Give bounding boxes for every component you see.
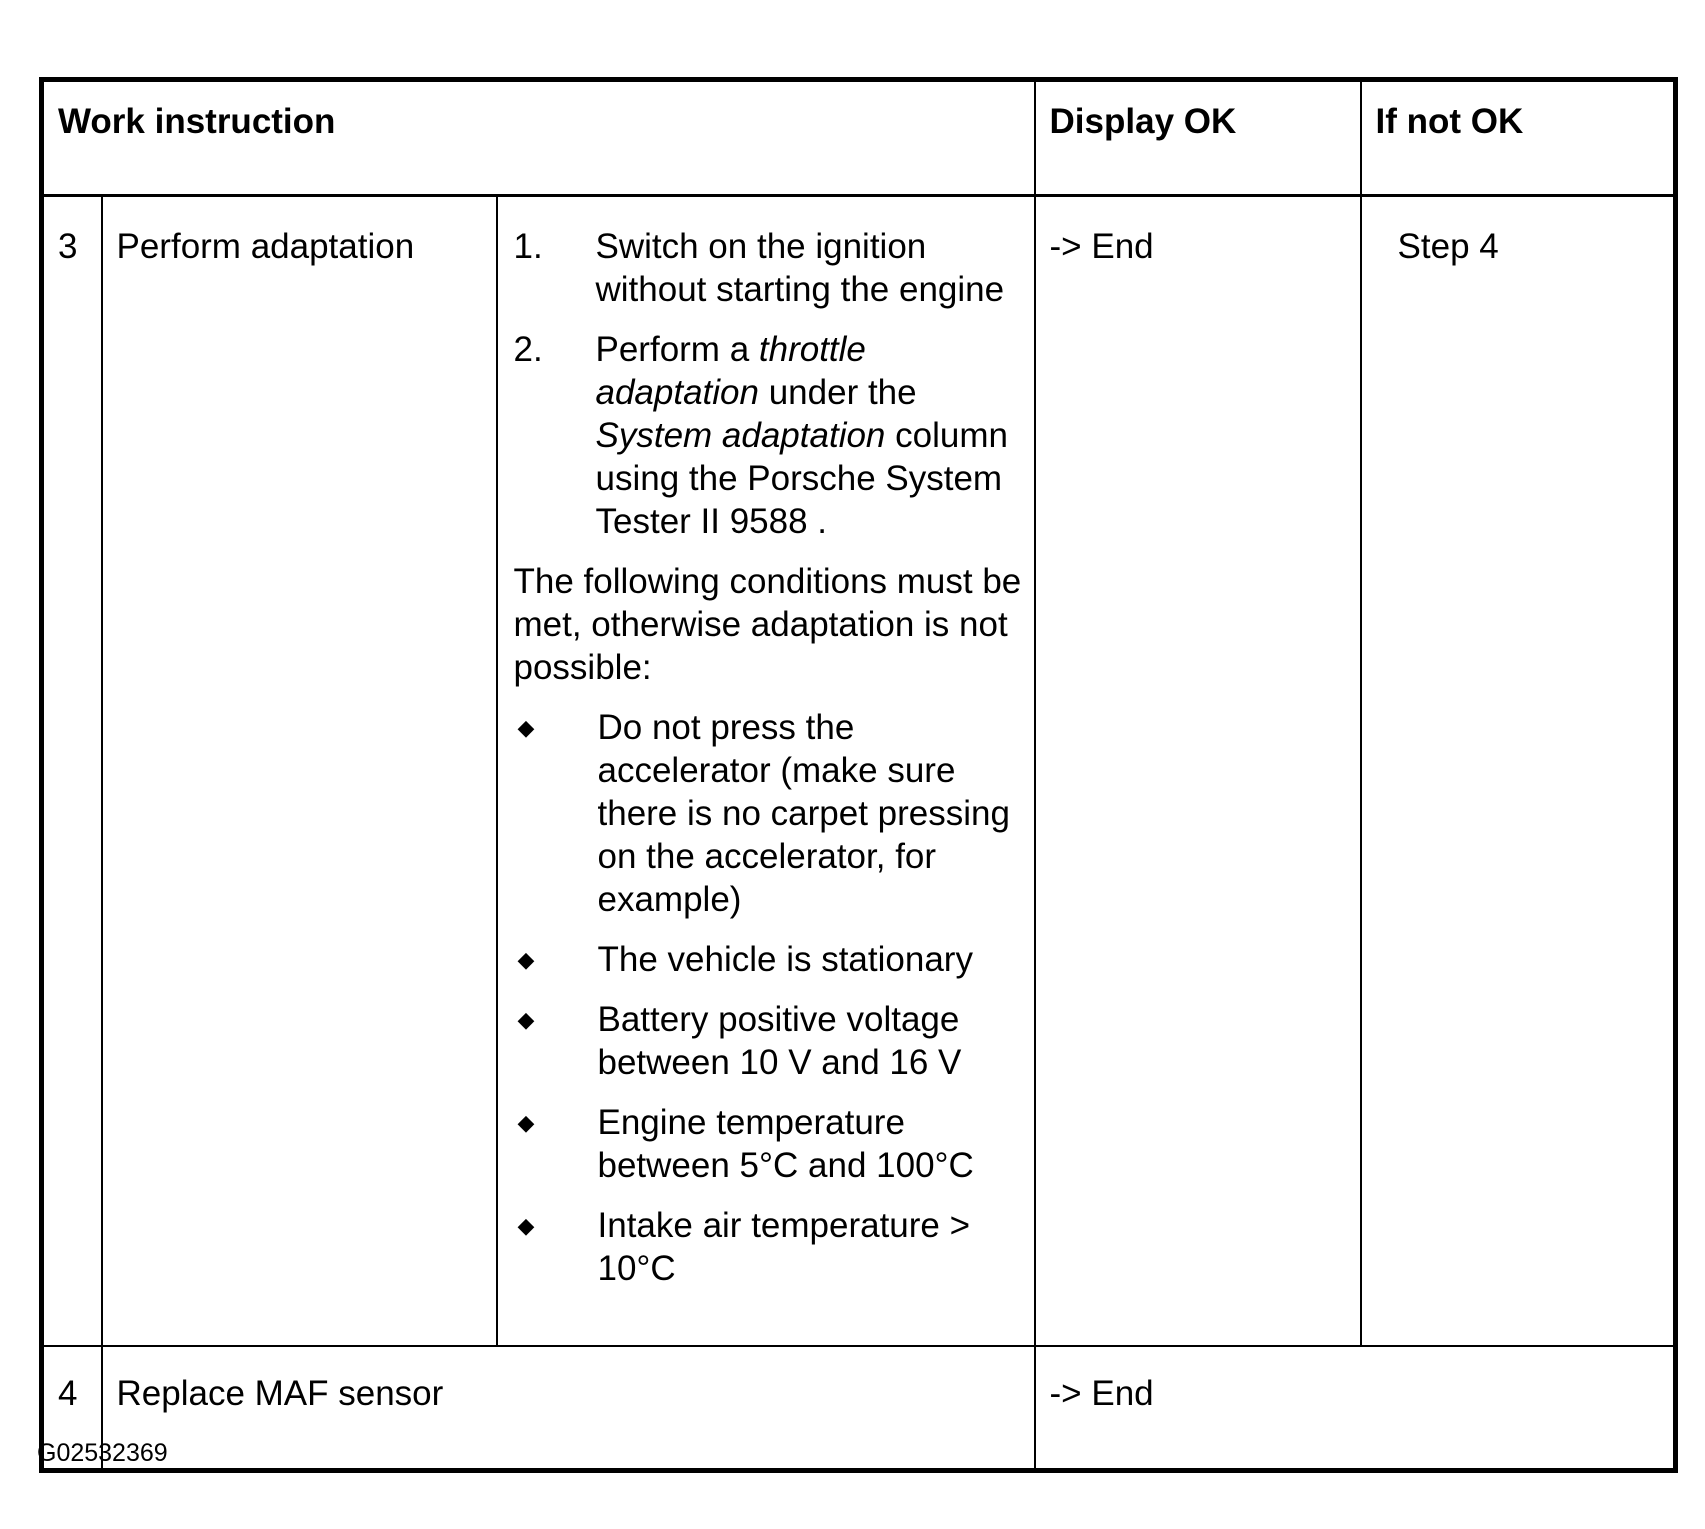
- diamond-bullet-icon: ◆: [517, 1110, 535, 1135]
- list-item: [514, 938, 1024, 981]
- step-text: Switch on the ignition without starting the engine: [595, 227, 1005, 309]
- list-item: [514, 1204, 1024, 1290]
- table-row-step-4: [42, 1346, 1676, 1471]
- display-ok-value: -> End: [1035, 196, 1361, 1347]
- conditions-list: [514, 706, 1024, 1290]
- display-ok-value: -> End: [1035, 1346, 1676, 1471]
- table-header-row: [42, 80, 1676, 196]
- list-item: [514, 706, 1024, 921]
- step-number: 3: [42, 196, 102, 1347]
- table-row-step-3: [42, 196, 1676, 1347]
- step-marker: 2.: [513, 330, 543, 369]
- step-number: 4: [42, 1346, 102, 1471]
- list-item: [514, 328, 1024, 543]
- condition-text: Engine temperature between 5°C and 100°C: [597, 1103, 974, 1185]
- condition-text: Battery positive voltage between 10 V and 16 V: [597, 1000, 962, 1082]
- diamond-bullet-icon: ◆: [517, 1213, 535, 1238]
- step-text-part: Perform a: [595, 330, 759, 369]
- diamond-bullet-icon: ◆: [517, 715, 535, 740]
- step-text-italic: throttle adaptation: [595, 330, 866, 412]
- numbered-steps-list: [514, 225, 1024, 543]
- conditions-intro: The following conditions must be met, otherwise adaptation is not possible:: [513, 562, 1022, 687]
- step-instructions: [497, 196, 1035, 1347]
- condition-text: Do not press the accelerator (make sure there is no carpet pressing on the accelerator, for example): [597, 708, 1010, 919]
- step-text-part: column using the Porsche System Tester II 9588 .: [595, 416, 1008, 541]
- header-if-not-ok: If not OK: [1361, 80, 1676, 196]
- step-title: Perform adaptation: [102, 196, 497, 1347]
- step-text: [596, 328, 1024, 543]
- header-display-ok: Display OK: [1035, 80, 1361, 196]
- list-item: [514, 998, 1024, 1084]
- step-text-italic: System adaptation: [595, 416, 886, 455]
- list-item: [514, 1101, 1024, 1187]
- step-marker: 1.: [513, 227, 543, 266]
- step-text-part: under the: [758, 373, 917, 412]
- condition-text: Intake air temperature > 10°C: [597, 1206, 971, 1288]
- condition-text: The vehicle is stationary: [597, 940, 973, 979]
- list-item: [514, 225, 1024, 311]
- figure-id: G02532369: [37, 1439, 168, 1467]
- step-title: Replace MAF sensor: [102, 1346, 1035, 1471]
- if-not-ok-value: Step 4: [1361, 196, 1676, 1347]
- work-instruction-table: [39, 77, 1678, 1473]
- diamond-bullet-icon: ◆: [517, 1007, 535, 1032]
- diamond-bullet-icon: ◆: [517, 947, 535, 972]
- header-work-instruction: Work instruction: [42, 80, 1035, 196]
